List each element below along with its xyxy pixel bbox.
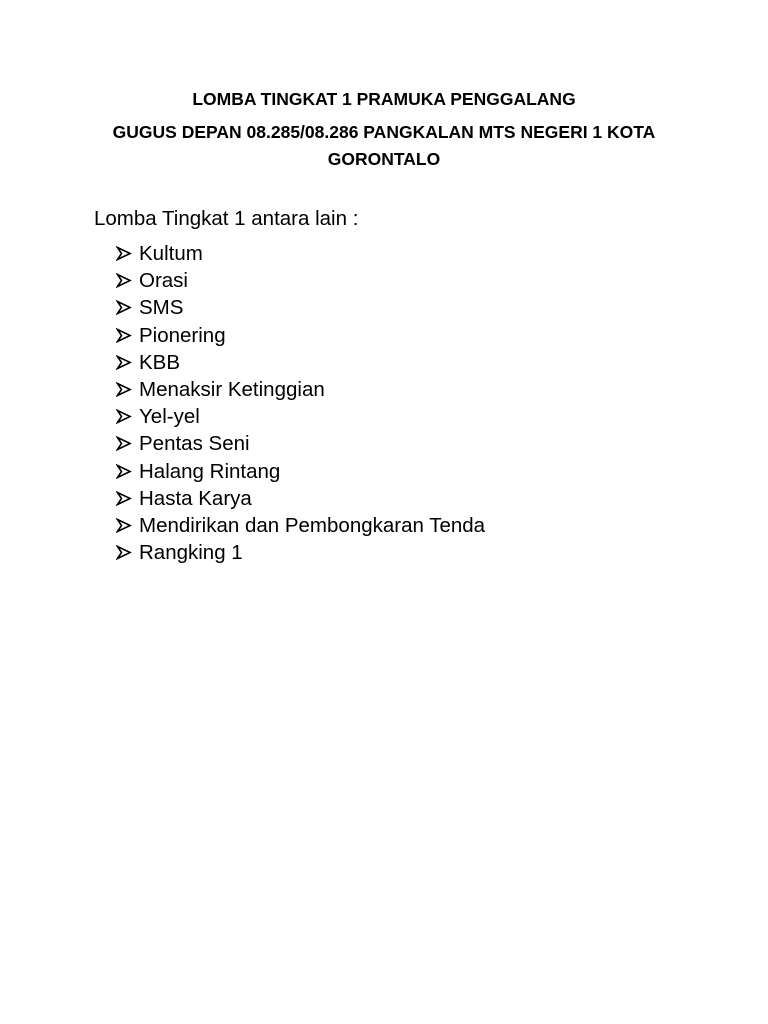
list-item [116, 294, 485, 321]
list-item [116, 539, 485, 566]
list-item-label: Mendirikan dan Pembongkaran Tenda [139, 513, 486, 537]
list-item [116, 403, 485, 430]
arrow-bullet-icon [116, 403, 139, 430]
list-item-label: Hasta Karya [139, 486, 252, 510]
arrow-bullet-icon [116, 458, 139, 485]
list-item-label: Yel-yel [139, 405, 200, 429]
list-item-label: Menaksir Ketinggian [139, 378, 325, 402]
list-item-label: Halang Rintang [139, 459, 281, 483]
list-item [116, 430, 485, 457]
arrow-bullet-icon [116, 485, 139, 512]
list-item [116, 458, 485, 485]
arrow-bullet-icon [116, 349, 139, 376]
competition-list [116, 240, 485, 566]
list-item [116, 376, 485, 403]
list-item [116, 485, 485, 512]
document-subtitle: GUGUS DEPAN 08.285/08.286 PANGKALAN MTS NEGERI 1 KOTA GORONTALO [112, 122, 656, 169]
list-item [116, 267, 485, 294]
list-item-label: KBB [139, 350, 181, 374]
arrow-bullet-icon [116, 430, 139, 457]
list-item [116, 349, 485, 376]
arrow-bullet-icon [116, 322, 139, 349]
list-item-label: Rangking 1 [139, 541, 243, 565]
list-item-label: SMS [139, 296, 184, 320]
arrow-bullet-icon [116, 539, 139, 566]
list-item-label: Orasi [139, 269, 188, 293]
intro-text: Lomba Tingkat 1 antara lain : [94, 207, 359, 230]
list-item-label: Pionering [139, 323, 226, 347]
arrow-bullet-icon [116, 267, 139, 294]
list-item [116, 512, 485, 539]
arrow-bullet-icon [116, 512, 139, 539]
arrow-bullet-icon [116, 240, 139, 267]
arrow-bullet-icon [116, 376, 139, 403]
document-title: LOMBA TINGKAT 1 PRAMUKA PENGGALANG [192, 89, 576, 109]
list-item-label: Pentas Seni [139, 432, 250, 456]
list-item-label: Kultum [139, 242, 203, 266]
arrow-bullet-icon [116, 294, 139, 321]
list-item [116, 240, 485, 267]
list-item [116, 322, 485, 349]
